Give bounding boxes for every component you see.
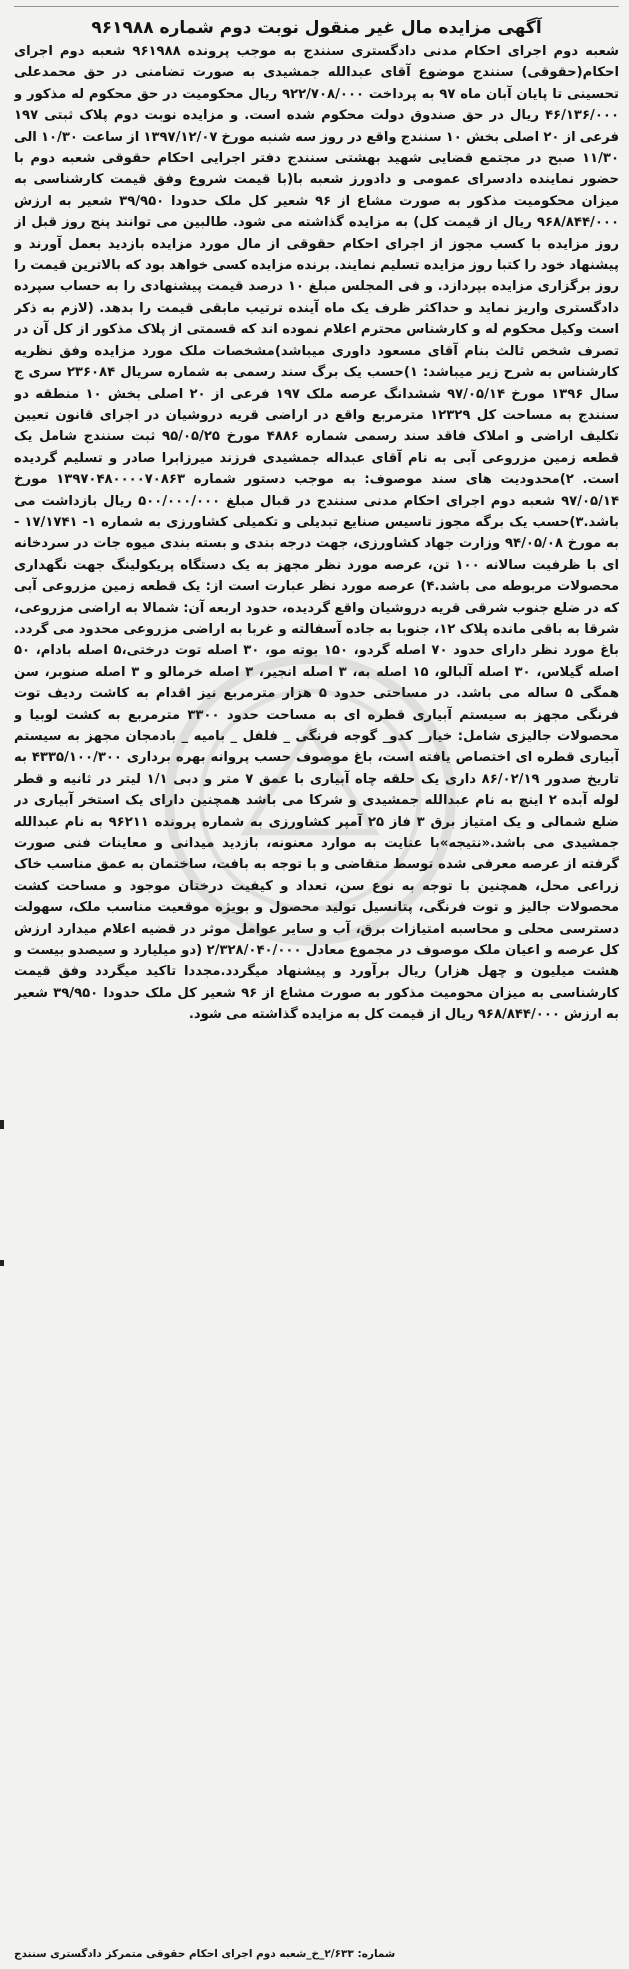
notice-title: آگهی مزایده مال غیر منقول نوبت دوم شماره ۹۶۱۹۸۸ xyxy=(91,18,542,38)
notice-footer: شماره: ۲/۶۳۳_خ_شعبه دوم اجرای احکام حقوقی متمرکز دادگستری سنندج xyxy=(14,1948,396,1960)
margin-mark xyxy=(0,1120,4,1129)
top-divider xyxy=(14,6,619,13)
margin-mark xyxy=(0,1260,4,1266)
notice-body: شعبه دوم اجرای احکام مدنی دادگستری سنندج به موجب پرونده ۹۶۱۹۸۸ شعبه دوم اجرای احکام(حقوقی) سنندج موضوع آقای عبدالله جمشیدی به صورت تضامنی در حق محمدعلی تحسینی تا پایان آبان ماه ۹۷ به پرداخت ۹۲۲/۷۰۸/۰۰۰ ریال محکومیت در حق محکوم له مذکور و ۴۶/۱۳۶/۰۰۰ ریال در حق صندوق دولت محکوم شده است. و مزایده نوبت دوم پلاک ثبتی ۱۹۷ فرعی از ۲۰ اصلی بخش ۱۰ سنندج واقع در روز سه شنبه مورخ ۱۳۹۷/۱۲/۰۷ از ساعت ۱۰/۳۰ الی ۱۱/۳۰ صبح در مجتمع قضایی شهید بهشتی سنندج دفتر اجرایی احکام حقوقی شعبه دوم با حضور نماینده دادسرای عمومی و دادورز شعبه با(با قیمت شروع وفق قیمت کارشناسی به میزان محکومیت مذکور به صورت مشاع از ۹۶ شعیر کل ملک حدودا ۳۹/۹۵۰ شعیر به ارزش ۹۶۸/۸۴۴/۰۰۰ ریال از قیمت کل) به مزایده گذاشته می شود. طالبین می توانند پنج روز قبل از روز مزایده با کسب مجوز از اجرای احکام حقوقی از مال مورد مزایده بازدید بعمل آورند و پیشنهاد خود را کتبا روز مزایده تسلیم نمایند. برنده مزایده کسی خواهد بود که بالاترین قیمت را روز برگزاری مزایده بپردازد. و فی المجلس مبلغ ۱۰ درصد قیمت پیشنهادی را به حساب سپرده دادگستری واریز نماید و حداکثر ظرف یک ماه آینده ترتیب مابقی قیمت را بدهد. (لازم به ذکر است وکیل محکوم له و کارشناس محترم اعلام نموده اند که قسمتی از پلاک مذکور از کل آن در تصرف شخص ثالث بنام آقای مسعود داوری میباشد)مشخصات ملک مورد مزایده وفق نظریه کارشناس به شرح زیر میباشد: ۱)حسب یک برگ سند رسمی به شماره سریال ۲۳۶۰۸۴ سری ج سال ۱۳۹۶ مورخ ۹۷/۰۵/۱۴ ششدانگ عرصه ملک ۱۹۷ فرعی از ۲۰ اصلی بخش ۱۰ منطقه دو سنندج به مساحت کل ۱۲۳۲۹ مترمربع واقع در اراضی قریه دروشیان در اجرای قانون تعیین تکلیف اراضی و املاک فاقد سند رسمی شماره ۴۸۸۶ مورخ ۹۵/۰۵/۲۵ ثبت سنندج شامل یک قطعه زمین مزروعی آبی به نام آقای عبداله جمشیدی فرزند میرزابرا صادر و تسلیم گردیده است. ۲)محدودیت های سند موصوف: به موجب دستور شماره ۱۳۹۷۰۴۸۰۰۰۰۷۰۸۶۳ مورخ ۹۷/۰۵/۱۴ شعبه دوم اجرای احکام مدنی سنندج در قبال مبلغ ۵۰۰/۰۰۰/۰۰۰ ریال بازداشت می باشد.۳)حسب یک برگه مجوز تاسیس صنایع تبدیلی و تکمیلی کشاورزی به شماره ۱- ۱۷/۱۷۴۱ - به مورخ ۹۴/۰۵/۰۸ وزارت جهاد کشاورزی، جهت درجه بندی و بسته بندی میوه جات در سردخانه ای با ظرفیت سالانه ۱۰۰ تن، عرصه مورد نظر مجهز به یک دستگاه پریکولینگ جهت نگهداری محصولات مربوطه می باشد.۴) عرصه مورد نظر عبارت است از: یک قطعه زمین مزروعی آبی که در ضلع جنوب شرقی قریه دروشیان واقع گردیده، حدود اربعه آن: شمالا به اراضی مزروعی، شرقا به باقی مانده پلاک ۱۲، جنوبا به جاده آسفالته و غربا به اراضی مزروعی محدود می گردد. باغ مورد نظر دارای حدود ۷۰ اصله گردو، ۱۵۰ بوته مو، ۳۰ اصله توت درختی،۵ اصله بادام، ۵۰ اصله گیلاس، ۳۰ اصله آلبالو، ۱۵ اصله به، ۳ اصله انجیر، ۳ اصله خرمالو و ۳ اصله صنوبر، سن همگی ۵ ساله می باشد. در مساحتی حدود ۵ هزار مترمربع نیز اقدام به کاشت ردیف توت فرنگی مجهز به سیستم آبیاری قطره ای به مساحت حدود ۳۳۰۰ مترمربع به کشت لوبیا و محصولات جالیزی شامل: خیار_ کدو_ گوجه فرنگی _ فلفل _ بامیه _ بادمجان مجهز به سیستم آبیاری قطره ای اختصاص یافته است، باغ موصوف حسب پروانه بهره برداری ۴۳۳۵/۱۰۰/۳۰۰ به تاریخ صدور ۸۶/۰۲/۱۹ داری یک حلقه چاه آبیاری با عمق ۷ متر و دبی ۱/۱ لیتر در ثانیه و قطر لوله آبده ۲ اینچ به نام عبدالله جمشیدی و شرکا می باشد همچنین دارای یک استخر آبیاری در ضلع شمالی و یک امتیاز برق ۳ فاز ۲۵ آمپر کشاورزی به شماره پرونده ۹۶۲۱۱ به نام عبدالله جمشیدی می باشد.«نتیجه»با عنایت به موارد معنونه، بازدید میدانی و معاینات فنی صورت گرفته از عرصه معرفی شده توسط متقاضی و با توجه به بافت، ساختمان به عمق مناسب خاک زراعی محل، همچنین با توجه به نوع سن، تعداد و کیفیت درختان موجود و مساحت کشت محصولات جالیز و توت فرنگی، پتانسیل تولید محصول و بویژه موقعیت مناسب ملک، سهولت دسترسی محلی و محاسبه امتیازات برق، آب و سایر عوامل موثر در قضیه اعلام میدارد ارزش کل عرصه و اعیان ملک موصوف در مجموع معادل ۲/۳۲۸/۰۴۰/۰۰۰ (دو میلیارد و سیصدو بیست و هشت میلیون و چهل هزار) ریال برآورد و پیشنهاد میگردد.مجددا تاکید میگردد وفق قیمت کارشناسی به میزان محومیت مذکور به صورت مشاع از ۹۶ شعیر کل ملک حدودا ۳۹/۹۵۰ شعیر به ارزش ۹۶۸/۸۴۴/۰۰۰ ریال از قیمت کل به مزایده گذاشته می شود. xyxy=(14,44,619,1023)
